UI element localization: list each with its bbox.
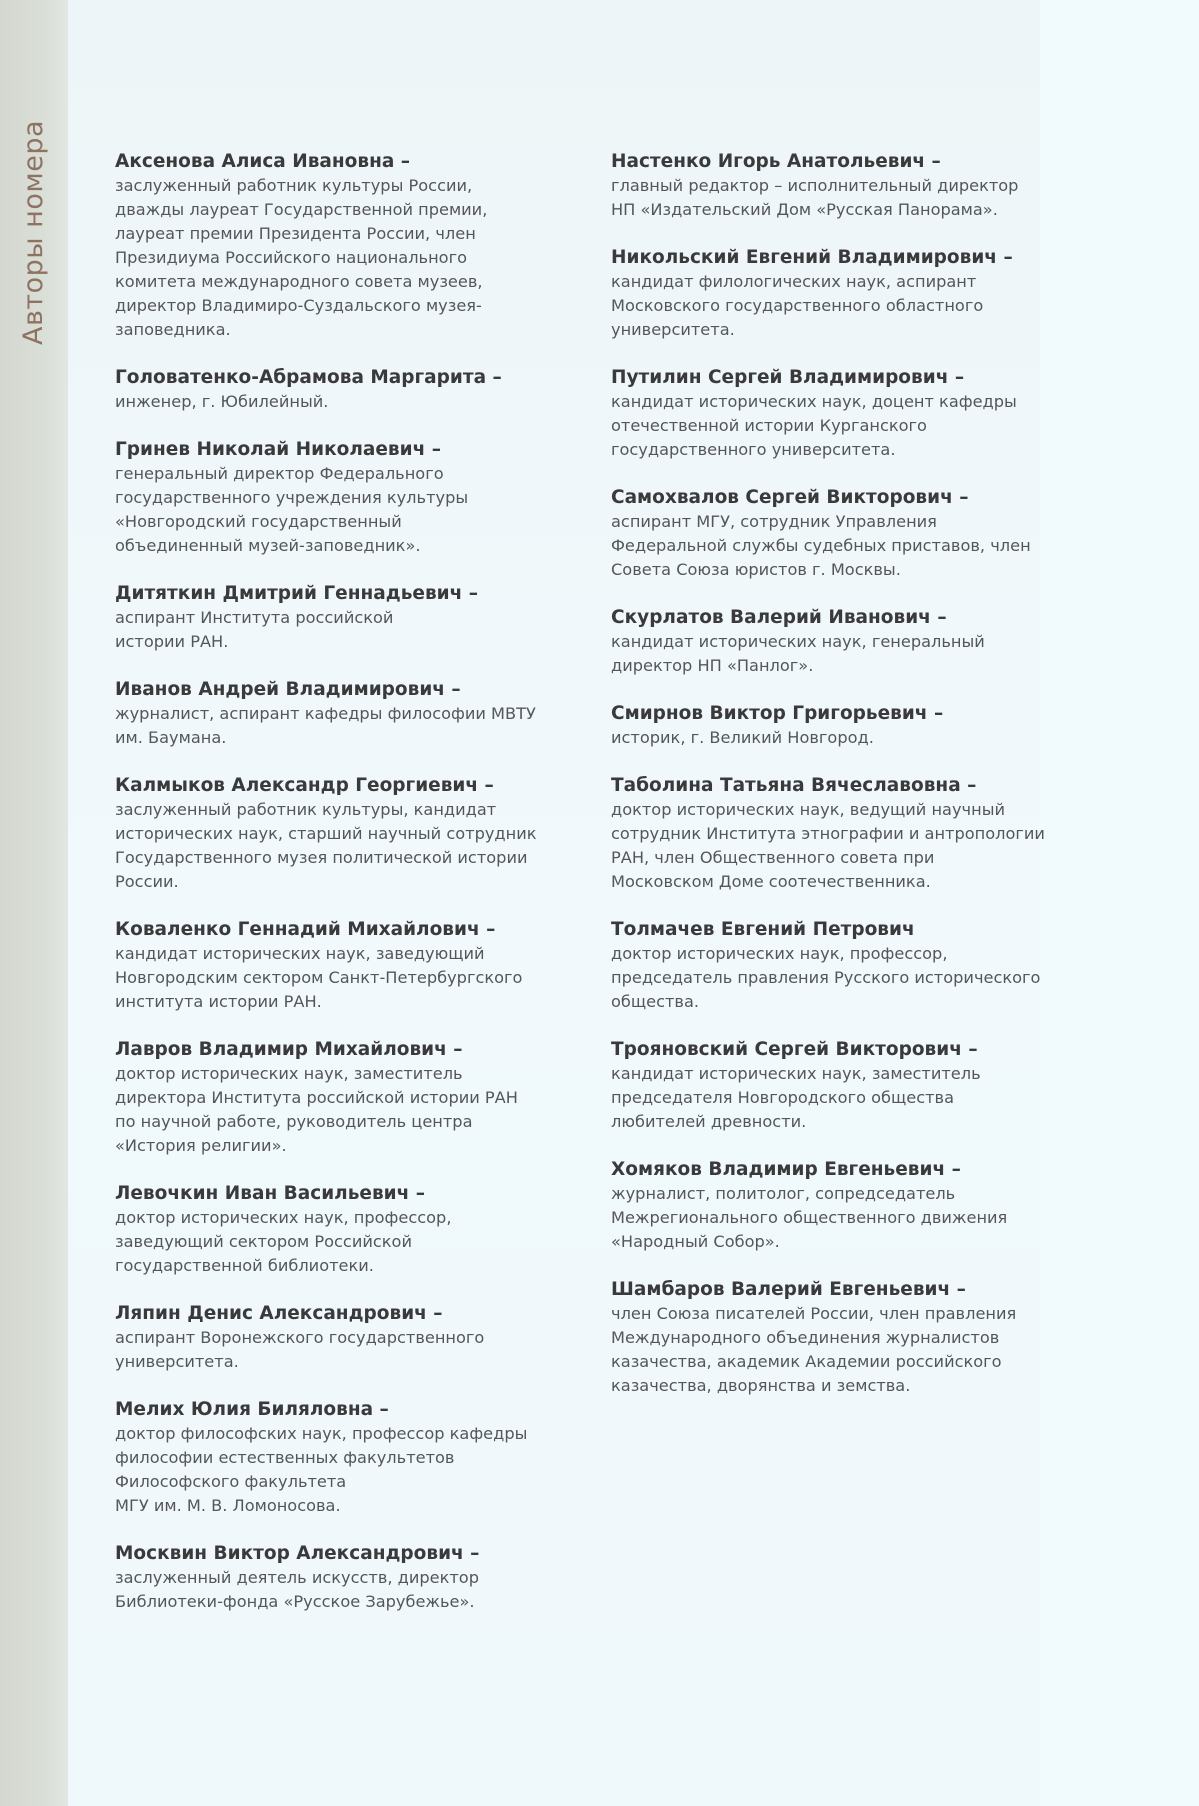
author-name: Лавров Владимир Михайлович –: [115, 1039, 463, 1060]
description-line: Федеральной службы судебных приставов, член: [611, 536, 1031, 555]
author-description: [115, 1422, 605, 1518]
description-line: России.: [115, 872, 179, 891]
description-line: доктор философских наук, профессор кафедры: [115, 1424, 528, 1443]
author-name: Таболина Татьяна Вячеславовна –: [611, 775, 977, 796]
author-entry: [115, 582, 605, 654]
author-description: [115, 174, 605, 342]
description-line: исторических наук, старший научный сотрудник: [115, 824, 537, 843]
description-line: Библиотеки-фонда «Русское Зарубежье».: [115, 1592, 475, 1611]
author-description: [611, 726, 1101, 750]
author-name: Аксенова Алиса Ивановна –: [115, 151, 411, 172]
description-line: член Союза писателей России, член правления: [611, 1304, 1017, 1323]
author-entry: [115, 774, 605, 894]
sidebar-strip: [0, 0, 68, 1806]
author-name: Путилин Сергей Владимирович –: [611, 367, 965, 388]
description-line: председатель правления Русского исторического: [611, 968, 1041, 987]
author-name: Никольский Евгений Владимирович –: [611, 247, 1013, 268]
author-entry: [115, 918, 605, 1014]
description-line: председателя Новгородского общества: [611, 1088, 955, 1107]
description-line: журналист, политолог, сопредседатель: [611, 1184, 956, 1203]
author-entry: [115, 1398, 605, 1518]
description-line: инженер, г. Юбилейный.: [115, 392, 329, 411]
description-line: дважды лауреат Государственной премии,: [115, 200, 488, 219]
description-line: Московском Доме соотечественника.: [611, 872, 931, 891]
description-line: Межрегионального общественного движения: [611, 1208, 1008, 1227]
author-name: Шамбаров Валерий Евгеньевич –: [611, 1279, 966, 1300]
description-line: заслуженный деятель искусств, директор: [115, 1568, 479, 1587]
author-entry: [115, 678, 605, 750]
author-entry: [115, 150, 605, 342]
author-description: [611, 174, 1101, 222]
description-line: философии естественных факультетов: [115, 1448, 455, 1467]
description-line: заповедника.: [115, 320, 231, 339]
description-line: аспирант Воронежского государственного: [115, 1328, 485, 1347]
description-line: заслуженный работник культуры России,: [115, 176, 473, 195]
description-line: Международного объединения журналистов: [611, 1328, 1000, 1347]
description-line: истории РАН.: [115, 632, 229, 651]
author-description: [115, 798, 605, 894]
author-description: [115, 462, 605, 558]
description-line: кандидат филологических наук, аспирант: [611, 272, 977, 291]
description-line: объединенный музей-заповедник».: [115, 536, 421, 555]
description-line: комитета международного совета музеев,: [115, 272, 483, 291]
author-entry: [611, 150, 1101, 222]
description-line: директор НП «Панлог».: [611, 656, 814, 675]
author-name: Самохвалов Сергей Викторович –: [611, 487, 969, 508]
description-line: любителей древности.: [611, 1112, 807, 1131]
description-line: МГУ им. М. В. Ломоносова.: [115, 1496, 341, 1515]
description-line: директора Института российской истории РАН: [115, 1088, 518, 1107]
description-line: государственного учреждения культуры: [115, 488, 469, 507]
author-name: Левочкин Иван Васильевич –: [115, 1183, 426, 1204]
description-line: заслуженный работник культуры, кандидат: [115, 800, 497, 819]
author-name: Толмачев Евгений Петрович: [611, 919, 915, 940]
author-description: [611, 390, 1101, 462]
description-line: института истории РАН.: [115, 992, 322, 1011]
description-line: доктор исторических наук, профессор,: [115, 1208, 452, 1227]
description-line: по научной работе, руководитель центра: [115, 1112, 473, 1131]
author-name: Калмыков Александр Георгиевич –: [115, 775, 494, 796]
author-description: [115, 1206, 605, 1278]
description-line: аспирант МГУ, сотрудник Управления: [611, 512, 937, 531]
author-description: [611, 942, 1101, 1014]
description-line: доктор исторических наук, профессор,: [611, 944, 948, 963]
author-entry: [611, 606, 1101, 678]
description-line: «Новгородский государственный: [115, 512, 402, 531]
description-line: сотрудник Института этнографии и антропологии: [611, 824, 1045, 843]
author-description: [115, 390, 605, 414]
author-name: Москвин Виктор Александрович –: [115, 1543, 480, 1564]
author-description: [611, 798, 1101, 894]
author-description: [115, 942, 605, 1014]
description-line: заведующий сектором Российской: [115, 1232, 412, 1251]
description-line: кандидат исторических наук, заместитель: [611, 1064, 981, 1083]
description-line: Московского государственного областного: [611, 296, 984, 315]
author-name: Головатенко-Абрамова Маргарита –: [115, 367, 502, 388]
author-description: [611, 270, 1101, 342]
description-line: Новгородским сектором Санкт-Петербургского: [115, 968, 523, 987]
description-line: казачества, академик Академии российского: [611, 1352, 1002, 1371]
description-line: Президиума Российского национального: [115, 248, 467, 267]
description-line: университета.: [115, 1352, 239, 1371]
author-name: Мелих Юлия Биляловна –: [115, 1399, 389, 1420]
description-line: НП «Издательский Дом «Русская Панорама».: [611, 200, 998, 219]
author-description: [611, 1182, 1101, 1254]
section-title: Авторы номера: [18, 119, 49, 345]
description-line: журналист, аспирант кафедры философии МВТУ: [115, 704, 536, 723]
author-entry: [611, 774, 1101, 894]
description-line: общества.: [611, 992, 700, 1011]
description-line: университета.: [611, 320, 735, 339]
author-entry: [115, 366, 605, 414]
description-line: государственной библиотеки.: [115, 1256, 374, 1275]
author-description: [611, 1062, 1101, 1134]
description-line: директор Владимиро-Суздальского музея-: [115, 296, 482, 315]
author-entry: [611, 1278, 1101, 1398]
description-line: отечественной истории Курганского: [611, 416, 927, 435]
description-line: главный редактор – исполнительный директор: [611, 176, 1019, 195]
author-description: [115, 1326, 605, 1374]
author-name: Иванов Андрей Владимирович –: [115, 679, 461, 700]
description-line: кандидат исторических наук, доцент кафедры: [611, 392, 1017, 411]
author-name: Ляпин Денис Александрович –: [115, 1303, 443, 1324]
description-line: Государственного музея политической истории: [115, 848, 528, 867]
author-name: Смирнов Виктор Григорьевич –: [611, 703, 944, 724]
authors-right-column: [611, 150, 1101, 1422]
description-line: государственного университета.: [611, 440, 896, 459]
author-entry: [611, 1158, 1101, 1254]
author-name: Гринев Николай Николаевич –: [115, 439, 441, 460]
author-description: [115, 606, 605, 654]
author-name: Хомяков Владимир Евгеньевич –: [611, 1159, 961, 1180]
author-entry: [115, 438, 605, 558]
description-line: лауреат премии Президента России, член: [115, 224, 476, 243]
author-description: [611, 630, 1101, 678]
author-entry: [611, 918, 1101, 1014]
description-line: доктор исторических наук, заместитель: [115, 1064, 463, 1083]
description-line: Философского факультета: [115, 1472, 347, 1491]
author-entry: [611, 366, 1101, 462]
author-description: [115, 702, 605, 750]
author-entry: [611, 246, 1101, 342]
author-name: Трояновский Сергей Викторович –: [611, 1039, 978, 1060]
description-line: доктор исторических наук, ведущий научный: [611, 800, 1006, 819]
authors-left-column: [115, 150, 605, 1638]
author-description: [115, 1566, 605, 1614]
author-entry: [611, 1038, 1101, 1134]
author-entry: [611, 702, 1101, 750]
description-line: историк, г. Великий Новгород.: [611, 728, 874, 747]
description-line: «Народный Собор».: [611, 1232, 780, 1251]
author-entry: [115, 1038, 605, 1158]
author-entry: [115, 1182, 605, 1278]
description-line: им. Баумана.: [115, 728, 227, 747]
description-line: генеральный директор Федерального: [115, 464, 444, 483]
author-description: [611, 1302, 1101, 1398]
author-entry: [115, 1542, 605, 1614]
description-line: аспирант Института российской: [115, 608, 394, 627]
description-line: Совета Союза юристов г. Москвы.: [611, 560, 901, 579]
description-line: казачества, дворянства и земства.: [611, 1376, 911, 1395]
description-line: кандидат исторических наук, генеральный: [611, 632, 985, 651]
description-line: «История религии».: [115, 1136, 287, 1155]
author-entry: [115, 1302, 605, 1374]
author-description: [115, 1062, 605, 1158]
description-line: РАН, член Общественного совета при: [611, 848, 935, 867]
author-name: Настенко Игорь Анатольевич –: [611, 151, 941, 172]
author-name: Коваленко Геннадий Михайлович –: [115, 919, 496, 940]
author-description: [611, 510, 1101, 582]
author-entry: [611, 486, 1101, 582]
description-line: кандидат исторических наук, заведующий: [115, 944, 485, 963]
author-name: Дитяткин Дмитрий Геннадьевич –: [115, 583, 479, 604]
author-name: Скурлатов Валерий Иванович –: [611, 607, 947, 628]
